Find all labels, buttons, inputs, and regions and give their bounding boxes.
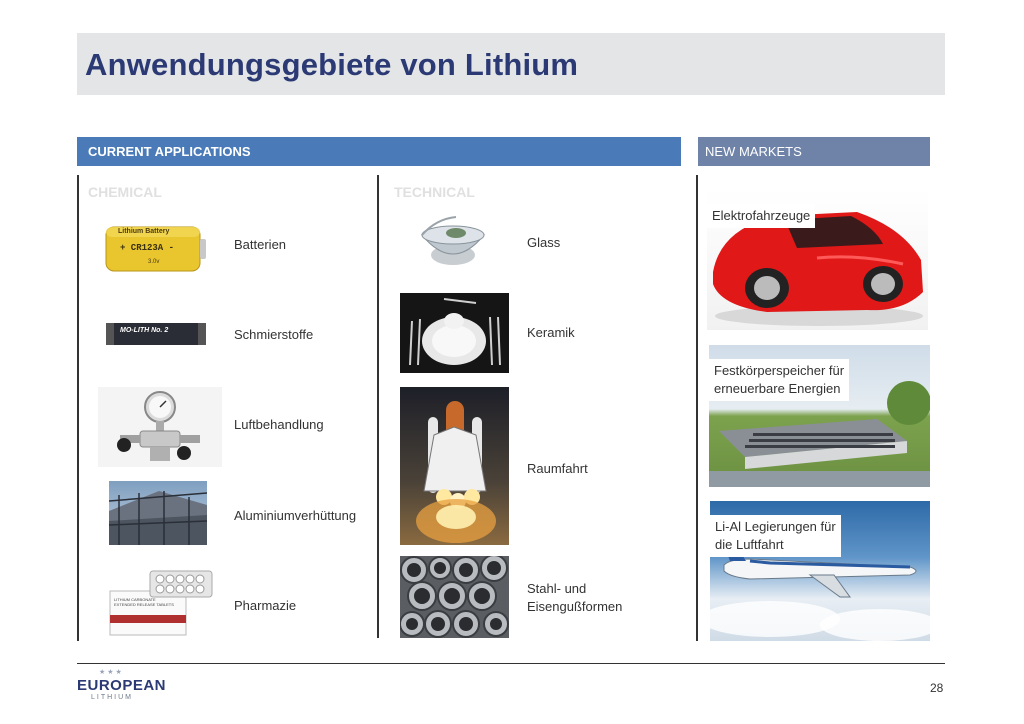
label-aluminiumverhuettung: Aluminiumverhüttung (234, 508, 357, 523)
pressure-regulator-image (98, 387, 222, 467)
label-li-al-line-2: die Luftfahrt (715, 537, 784, 552)
energy-storage-image (709, 345, 930, 487)
new-markets-label: NEW MARKETS (705, 144, 802, 159)
label-stahl-line-2: Eisengußformen (527, 599, 623, 614)
current-applications-bar (77, 137, 681, 166)
aluminium-plant-image (109, 481, 207, 545)
label-li-al (710, 515, 841, 557)
glass-bowl-image (416, 211, 490, 271)
label-raumfahrt: Raumfahrt (527, 461, 588, 476)
logo-sub: LITHIUM (91, 694, 133, 701)
label-festkoerperspeicher-line-2: erneuerbare Energien (714, 381, 841, 396)
page-title: Anwendungsgebiete von Lithium (85, 47, 579, 82)
pack-text: LITHIUM CARBONATE EXTENDED RELEASE TABLETS (114, 597, 174, 607)
label-glass: Glass (527, 235, 561, 250)
logo-text: EUROPEAN (77, 677, 167, 694)
battery-image (104, 224, 208, 274)
label-pharmazie: Pharmazie (234, 598, 297, 613)
battery-text-3: 3.0v (148, 259, 160, 265)
space-shuttle-image (400, 387, 509, 545)
label-elektrofahrzeuge: Elektrofahrzeuge (707, 204, 815, 228)
lubricant-tube-image (104, 320, 208, 348)
divider-technical (377, 175, 379, 638)
label-festkoerperspeicher (709, 359, 849, 401)
label-keramik: Keramik (527, 325, 575, 340)
label-stahl-line-1: Stahl- und (527, 581, 587, 596)
footer-divider (77, 663, 945, 664)
label-batterien: Batterien (234, 237, 287, 252)
ceramic-plate-image (400, 293, 509, 373)
airplane-image (710, 501, 930, 641)
label-schmierstoffe: Schmierstoffe (234, 327, 314, 342)
pharmacy-pack-image (106, 569, 216, 639)
new-markets-bar (698, 137, 930, 166)
battery-text-2: + CR123A - (120, 243, 175, 253)
battery-text-1: Lithium Battery (118, 228, 170, 235)
page-number: 28 (930, 681, 944, 695)
steel-pipes-image (400, 556, 509, 638)
label-luftbehandlung: Luftbehandlung (234, 417, 324, 432)
technical-heading: TECHNICAL (394, 184, 475, 200)
tube-text: MO-LITH No. 2 (120, 327, 169, 334)
label-festkoerperspeicher-line-1: Festkörperspeicher für (714, 363, 845, 378)
title-bar (77, 33, 945, 95)
divider-markets (696, 175, 698, 641)
logo-stars: ★★★ (99, 669, 124, 676)
divider-chemical (77, 175, 79, 641)
european-lithium-logo (77, 668, 167, 706)
label-li-al-line-1: Li-Al Legierungen für (715, 519, 836, 534)
electric-car-image (707, 188, 928, 330)
current-applications-label: CURRENT APPLICATIONS (88, 144, 251, 159)
label-stahl (527, 580, 622, 616)
chemical-heading: CHEMICAL (88, 184, 162, 200)
